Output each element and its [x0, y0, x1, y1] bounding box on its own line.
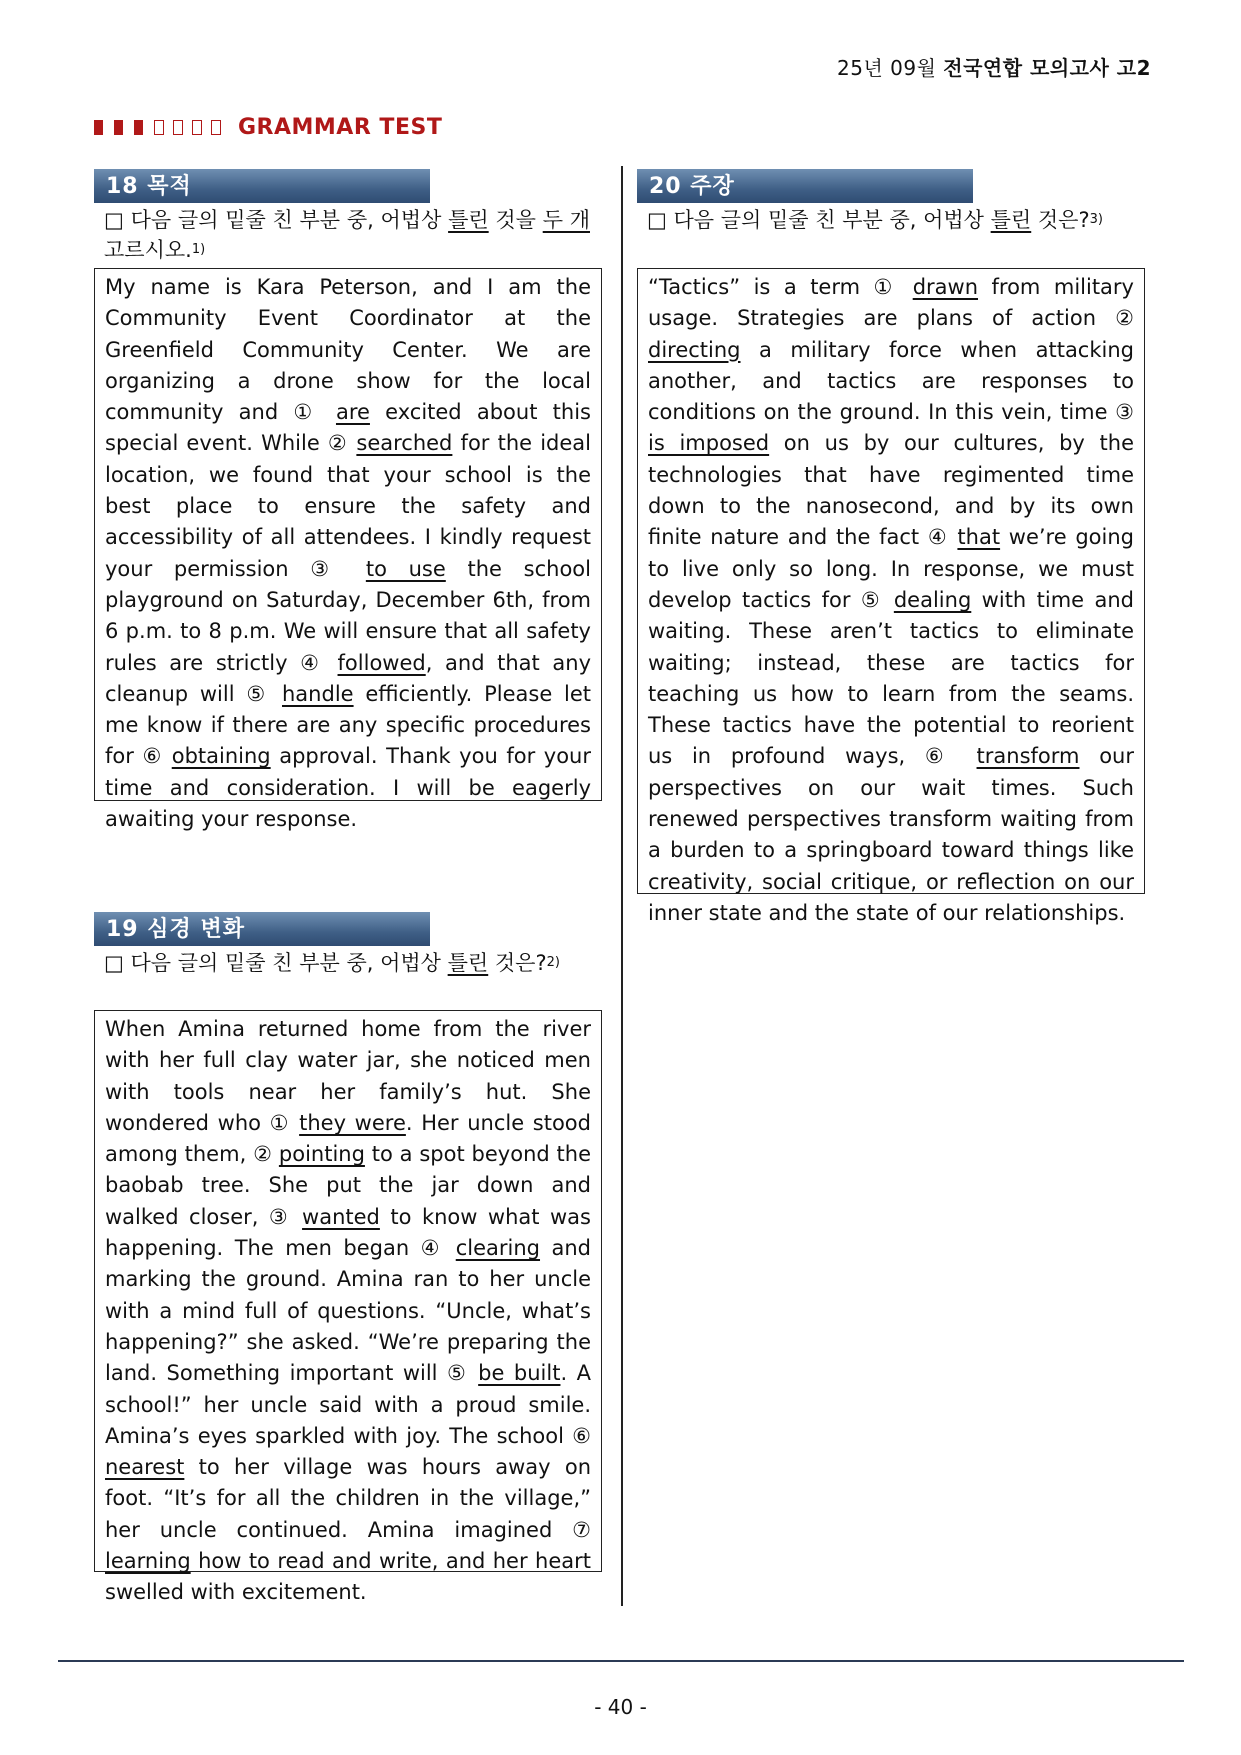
section-title — [94, 115, 442, 140]
underlined-choice: learning — [105, 1549, 191, 1574]
passage-text: “Tactics” is a term ① — [648, 275, 913, 299]
underlined-choice: obtaining — [171, 744, 271, 769]
passage-text: the school playground on Saturday, December 6th, from 6 p.m. to 8 p.m. We will ensure that all safety rules are strictly ④ — [105, 556, 591, 675]
instr-text: 것을 — [488, 208, 543, 232]
header-date: 25년 09월 — [837, 56, 944, 80]
q18-instruction — [104, 205, 590, 265]
page-header — [837, 52, 1151, 81]
filled-square-icon — [94, 120, 103, 135]
instr-underline: 두 개 — [542, 208, 590, 232]
underlined-choice: are — [335, 400, 370, 425]
instr-underline: 틀린 — [447, 951, 489, 975]
page-number: - 40 - — [594, 1695, 647, 1719]
q20-instruction — [647, 205, 1133, 235]
instr-text: 것은? — [1031, 208, 1090, 232]
outline-square-icon — [173, 120, 183, 135]
underlined-choice: they were — [299, 1110, 406, 1135]
passage-text: how to read and write, and her heart swelled with excitement. — [105, 1549, 591, 1605]
underlined-choice: to use — [365, 556, 446, 581]
underlined-choice: is imposed — [648, 431, 770, 456]
section-title-text: GRAMMAR TEST — [238, 115, 443, 140]
passage-text: to know what was happening. The men began ④ — [105, 1204, 591, 1261]
underlined-choice: clearing — [455, 1236, 541, 1261]
instr-underline: 틀린 — [448, 208, 489, 232]
outline-square-icon — [154, 120, 164, 135]
instr-text: 것은? — [488, 951, 547, 975]
passage-text: When Amina returned home from the river with her full clay water jar, she noticed men with tools near her family’s hut. She wondered who ① — [105, 1017, 591, 1135]
outline-square-icon — [211, 120, 221, 135]
passage-text: excited about this special event. While ② — [105, 400, 591, 456]
q19-instruction — [104, 948, 590, 978]
instr-underline: 틀린 — [990, 208, 1032, 232]
passage-text: to her village was hours away on foot. “It’s for all the children in the village,” her uncle continued. Amina imagined ⑦ — [105, 1455, 591, 1542]
q19-label: 19 심경 변화 — [94, 912, 430, 946]
q20-label: 20 주장 — [637, 169, 973, 203]
q18-label: 18 목적 — [94, 169, 430, 203]
underlined-choice: nearest — [105, 1455, 185, 1480]
underlined-choice: dealing — [893, 587, 972, 612]
instr-text: □ 다음 글의 밑줄 친 부분 중, 어법상 — [647, 208, 991, 232]
passage-text: for the ideal location, we found that your school is the best place to ensure the safety and accessibility of all attendees. I kindly request your permission ③ — [105, 431, 591, 581]
passage-text: , and that any cleanup will ⑤ — [105, 650, 592, 706]
footnote-ref: 1) — [191, 242, 206, 257]
passage-text: My name is Kara Peterson, and I am the Community Event Coordinator at the Greenfield Community Center. We are organizing a drone show for the local community and ① — [105, 275, 591, 425]
underlined-choice: searched — [356, 431, 453, 456]
passage-text: on us by our cultures, by the technologies that have regimented time down to the nanosecond, and by its own finite nature and the fact ④ — [648, 431, 1134, 550]
underlined-choice: be built — [478, 1361, 561, 1386]
passage-text: and marking the ground. Amina ran to her uncle with a mind full of questions. “Uncle, what’s happening?” she asked. “We’re preparing the land. Something important will ⑤ — [105, 1236, 592, 1386]
q19-passage — [94, 1010, 602, 1605]
column-divider — [621, 166, 623, 1606]
underlined-choice: transform — [976, 744, 1080, 769]
passage-text: with time and waiting. These aren’t tactics to eliminate waiting; instead, these are tactics for teaching us how to learn from the seams. These tactics have the potential to reorient us in profound ways, ⑥ — [648, 587, 1134, 769]
filled-square-icon — [134, 120, 143, 135]
outline-square-icon — [192, 120, 202, 135]
passage-text: approval. Thank you for your time and consideration. I will be eagerly awaiting your response. — [105, 744, 591, 832]
q20-passage — [637, 268, 1145, 925]
underlined-choice: directing — [648, 337, 741, 362]
passage-text: . A school!” her uncle said with a proud smile. Amina’s eyes sparkled with joy. The school ⑥ — [105, 1361, 591, 1448]
passage-text: from military usage. Strategies are plans of action ② — [648, 275, 1134, 331]
footnote-ref: 2) — [546, 955, 560, 970]
passage-text: a military force when attacking another, and tactics are responses to conditions on the ground. In this vein, time ③ — [648, 337, 1134, 425]
filled-square-icon — [114, 120, 123, 135]
header-exam-title: 전국연합 모의고사 고2 — [943, 56, 1151, 80]
footer-rule — [58, 1660, 1184, 1662]
q18-passage — [94, 268, 602, 832]
passage-text: we’re going to live only so long. In response, we must develop tactics for ⑤ — [648, 525, 1134, 612]
underlined-choice: wanted — [302, 1204, 380, 1229]
instr-text: □ 다음 글의 밑줄 친 부분 중, 어법상 — [104, 951, 448, 975]
underlined-choice: followed — [337, 650, 426, 675]
passage-text: to a spot beyond the baobab tree. She put the jar down and walked closer, ③ — [105, 1142, 592, 1229]
instr-text: 고르시오. — [104, 238, 192, 262]
instr-text: □ 다음 글의 밑줄 친 부분 중, 어법상 — [104, 208, 449, 232]
underlined-choice: handle — [282, 681, 354, 706]
passage-text: . Her uncle stood among them, ② — [105, 1110, 591, 1167]
passage-text: our perspectives on our wait times. Such renewed perspectives transform waiting from a burden to a springboard toward things like creativity, social critique, or reflection on our inner state and the state of our relationships. — [648, 744, 1135, 925]
footnote-ref: 3) — [1089, 212, 1103, 227]
passage-text: efficiently. Please let me know if there are any specific procedures for ⑥ — [105, 681, 592, 769]
underlined-choice: pointing — [278, 1142, 365, 1167]
underlined-choice: drawn — [912, 275, 979, 299]
underlined-choice: that — [957, 525, 1001, 550]
